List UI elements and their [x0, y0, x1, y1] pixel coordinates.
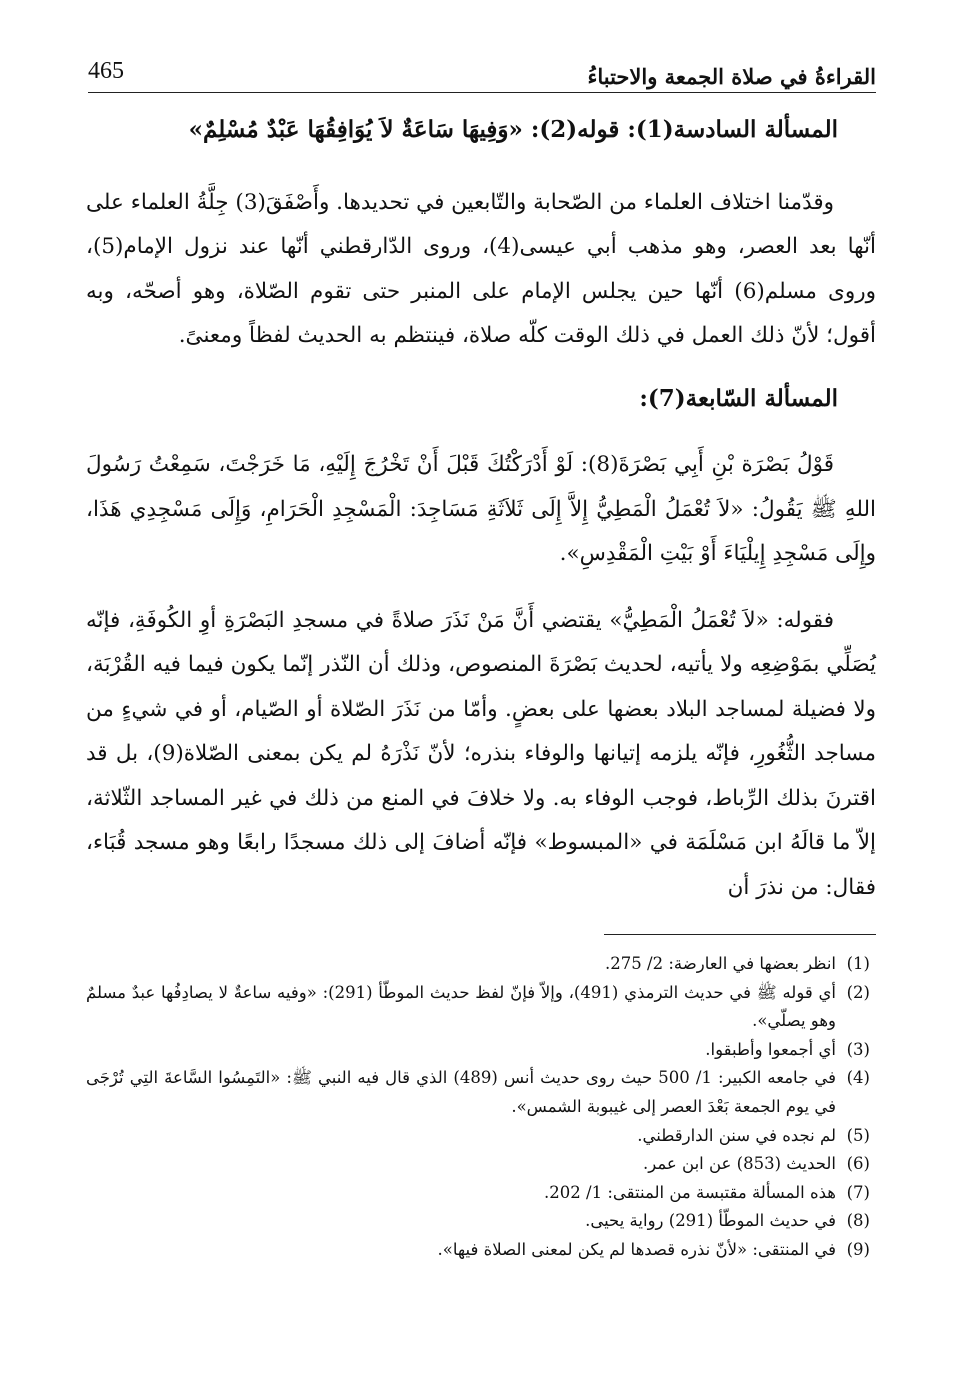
paragraph-3: فقوله: «لاَ تُعْمَلُ الْمَطِيُّ» يقتضي أَنَّ مَنْ نَذَرَ صلاةً في مسجدِ البَصْرَةِ أوِ الكُوفَةِ، فإنّه يُصَلِّي بمَوْضِعِه ولا يأتيه، لحديث بَصْرَةَ المنصوص، وذلك أن النّذر إنّما يكون فيما فيه القُرْبَة، ولا فضيلة لمساجد البلاد بعضها على بعضٍ. وأمّا من نَذَرَ الصّلاة أو الصّيام، أو في شيءٍ من مساجد الثُّغُورِ، فإنّه يلزمه إتيانها والوفاء بنذره؛ لأنّ نَذْرَهُ لم يكن بمعنى الصّلاة(9)، بل قد اقترنَ بذلك الرِّباط، فوجب الوفاء به. ولا خلافَ في المنع من ذلك في غير المساجد الثّلاثة، إلاّ ما قالَهُ ابن مَسْلَمَة في «المبسوط» فإنّه أضافَ إلى ذلك مسجدًا رابعًا وهو مسجد قُبَاء، فقال: من نذرَ أن: [86, 607, 876, 900]
footnote-text: أي قوله ﷺ في حديث الترمذي (491)، وإلاّ فإنّ لفظ حديث الموطّأ (291): «وفيه ساعةٌ لا يصادِفُها عبدٌ مسلمٌ وهو يصلّي».: [86, 982, 836, 1031]
footnotes: [86, 950, 870, 1265]
paragraph-1: وقدّمنا اختلاف العلماء من الصّحابة والتّابعين في تحديدها. وأَصْفَقَ(3) جِلَّةُ العلماء على أنّها بعد العصر، وهو مذهب أبي عيسى(4)، وروى الدّارقطني أنّها عند نزول الإمام(5)، وروى مسلم(6) أنّها حين يجلس الإمام على المنبر حتى تقوم الصّلاة، وهو أصحّه، وبه أقول؛ لأنّ ذلك العمل في ذلك الوقت كلّه صلاة، فينتظم به الحديث لفظاً ومعنىً.: [86, 189, 877, 348]
footnote: [86, 1150, 870, 1179]
footnote: [86, 1064, 870, 1121]
footnote-text: في جامعه الكبير: 1/ 500 حيث روى حديث أنس (489) الذي قال فيه النبي ﷺ: «التَمِسُوا السَّاعةَ التِي تُرْجَى في يوم الجمعة بَعْدَ العصر إلى غيبوبة الشمس».: [86, 1068, 836, 1116]
footnote-divider: [604, 934, 876, 935]
footnote-text: في المنتقى: «لأنّ نذره قصدها لم يكن لمعنى الصلاة فيها».: [437, 1239, 836, 1259]
footnote-text: في حديث الموطّأ (291) رواية يحيى.: [585, 1211, 836, 1231]
footnote-text: الحديث (853) عن ابن عمر.: [643, 1154, 836, 1174]
footnote-number: (4): [846, 1068, 870, 1088]
footnote-text: لم نجده في سنن الدارقطني.: [637, 1125, 836, 1145]
footnote-number: (1): [846, 954, 870, 973]
footnote-number: (2): [846, 982, 870, 1002]
footnote-text: أي أجمعوا وأطبقوا.: [705, 1039, 836, 1059]
footnote-number: (9): [846, 1239, 870, 1259]
footnote: [86, 1207, 870, 1236]
footnote-number: (8): [846, 1211, 870, 1231]
footnote-number: (6): [846, 1154, 870, 1174]
footnote-number: (3): [846, 1039, 870, 1059]
footnote-text: انظر بعضها في العارضة: 2/ 275.: [605, 954, 836, 973]
footnote-number: (7): [846, 1182, 870, 1202]
footnote-text: هذه المسألة مقتبسة من المنتقى: 1/ 202.: [544, 1182, 836, 1202]
footnote: [86, 1122, 870, 1151]
footnote: [86, 950, 870, 979]
footnote: [86, 1036, 870, 1065]
footnote: [86, 1236, 870, 1265]
page-number: 465: [88, 58, 124, 84]
paragraph-2: قَوْلُ بَصْرَة بْنِ أَبِي بَصْرَةَ(8): لَوْ أَدْرَكْتُكَ قَبْلَ أَنْ تَخْرُجَ إِلَيْهِ، مَا خَرَجْتَ، سَمِعْتُ رَسُولَ اللهِ ﷺ يَقُولُ: «لاَ تُعْمَلُ الْمَطِيُّ إِلاَّ إِلَى ثَلاَثَةِ مَسَاجِدَ: الْمَسْجِدِ الْحَرَامِ، وَإِلَى مَسْجِدِي هَذَا، وإِلَى مَسْجِدِ إِيلْيَاءَ أَوْ بَيْتِ الْمَقْدِسِ».: [86, 452, 876, 566]
running-title: القراءةُ في صلاة الجمعة والاحتباءُ: [587, 64, 876, 89]
footnote-number: (5): [846, 1125, 870, 1145]
footnote: [86, 979, 870, 1036]
section-heading-7: المسألة السّابعة(7):: [639, 384, 838, 412]
page-header: [88, 58, 876, 93]
section-heading-6: المسألة السادسة(1): قوله(2): «وَفِيهَا سَاعَةٌ لاَ يُوَافِقُهَا عَبْدٌ مُسْلِمٌ»: [188, 116, 838, 143]
main-text: [86, 108, 876, 910]
footnote: [86, 1179, 870, 1208]
